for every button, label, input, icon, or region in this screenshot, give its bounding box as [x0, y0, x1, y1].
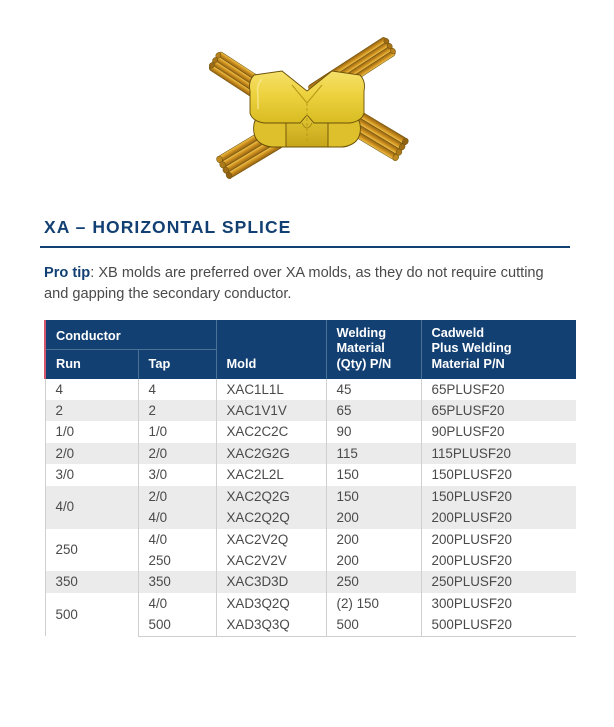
cell-tap: 1/0 — [138, 421, 216, 442]
section-heading-block — [44, 218, 574, 248]
column-header-cadweld-line-3: Material P/N — [431, 355, 505, 371]
cell-cadweld-plus: 200PLUSF20 — [431, 531, 512, 547]
cell-mold: XAC2Q2Q — [216, 507, 326, 528]
column-header-welding-material — [326, 320, 421, 379]
table-header-row-top — [45, 320, 576, 350]
pro-tip-separator: : — [90, 265, 99, 282]
cell-cadweld-plus: 300PLUSF20 — [431, 595, 512, 611]
cell-run: 500 — [45, 593, 138, 636]
cell-run: 4 — [45, 379, 138, 400]
cell-cadweld-plus: 115PLUSF20 — [421, 443, 576, 464]
cell-run: 3/0 — [45, 464, 138, 485]
table-header — [45, 320, 576, 379]
cell-mold: XAC2V2Q — [216, 529, 326, 550]
cell-tap: 4 — [138, 379, 216, 400]
cell-welding-material: 250 — [326, 571, 421, 592]
mold-body — [250, 71, 365, 147]
cell-cadweld-plus: 500PLUSF20 — [421, 614, 576, 636]
cell-mold: XAC1V1V — [216, 400, 326, 421]
table-row — [45, 400, 576, 421]
cell-run: 2 — [45, 400, 138, 421]
cell-tap: 2/0 — [138, 486, 216, 507]
cell-welding-material: 200 — [326, 507, 421, 528]
pro-tip-label: Pro tip — [44, 265, 91, 282]
column-header-tap: Tap — [138, 350, 216, 379]
table-row — [45, 443, 576, 464]
xa-horizontal-splice-icon — [182, 29, 432, 189]
cell-tap: 2/0 — [138, 443, 216, 464]
mold-selection-table — [44, 320, 576, 637]
cell-mold: XAD3Q2Q — [216, 593, 326, 614]
cell-tap: 4/0 — [138, 507, 216, 528]
cell-mold: XAC3D3D — [216, 571, 326, 592]
cell-welding-material: 115 — [326, 443, 421, 464]
column-header-mold-line-1: Mold — [226, 355, 257, 371]
table-body — [45, 379, 576, 637]
cell-run: 2/0 — [45, 443, 138, 464]
cell-welding-material: 200 — [326, 550, 421, 571]
cell-tap: 3/0 — [138, 464, 216, 485]
cell-mold: XAC2L2L — [216, 464, 326, 485]
cell-cadweld-plus: 65PLUSF20 — [421, 400, 576, 421]
cell-welding-material: 65 — [326, 400, 421, 421]
table-row — [45, 593, 576, 614]
cell-run: 1/0 — [45, 421, 138, 442]
cell-tap: 4/0 — [138, 593, 216, 614]
cell-welding-material: (2) 150 — [326, 593, 421, 614]
cell-cadweld-plus: 250PLUSF20 — [421, 571, 576, 592]
cell-welding-material: 90 — [326, 421, 421, 442]
cell-mold: XAD3Q3Q — [216, 614, 326, 636]
cell-cadweld-plus: 200PLUSF20 — [431, 553, 512, 569]
cell-tap: 250 — [138, 550, 216, 571]
cell-mold: XAC2C2C — [216, 421, 326, 442]
cell-run: 350 — [45, 571, 138, 592]
column-header-welding-line-3: (Qty) P/N — [336, 355, 392, 371]
column-header-cadweld-plus — [421, 320, 576, 379]
cell-tap: 350 — [138, 571, 216, 592]
title-divider — [40, 246, 570, 248]
cell-welding-material: 500 — [326, 614, 421, 636]
pro-tip-text: XB molds are preferred over XA molds, as they do not require cutting and gapping the secondary conductor. — [44, 265, 544, 302]
cell-welding-material: 150 — [326, 464, 421, 485]
cell-mold: XAC1L1L — [216, 379, 326, 400]
cell-cadweld-plus: 150PLUSF20 — [431, 467, 512, 483]
cell-run: 250 — [45, 529, 138, 572]
cell-tap: 500 — [138, 614, 216, 636]
cell-tap: 4/0 — [138, 529, 216, 550]
column-group-header-conductor: Conductor — [45, 320, 216, 350]
table-row — [45, 486, 576, 507]
column-header-run: Run — [45, 350, 138, 379]
cell-cadweld-plus: 200PLUSF20 — [421, 507, 576, 528]
cell-tap: 2 — [138, 400, 216, 421]
page-title: XA – HORIZONTAL SPLICE — [44, 217, 292, 237]
column-header-welding-line-1: Welding — [336, 324, 387, 340]
cell-welding-material: 200 — [326, 529, 421, 550]
table-row — [45, 421, 576, 442]
table-row — [45, 571, 576, 592]
spec-table-wrapper — [44, 320, 575, 637]
cell-cadweld-plus: 150PLUSF20 — [421, 486, 576, 507]
cell-cadweld-plus: 65PLUSF20 — [431, 381, 505, 397]
cell-mold: XAC2G2G — [216, 443, 326, 464]
cell-run: 4/0 — [45, 486, 138, 529]
cell-cadweld-plus: 90PLUSF20 — [431, 424, 505, 440]
column-header-mold — [216, 320, 326, 379]
pro-tip-note — [44, 263, 570, 304]
table-row — [45, 379, 576, 400]
column-header-welding-line-2: Material — [336, 340, 385, 356]
cell-mold: XAC2Q2G — [216, 486, 326, 507]
cell-mold: XAC2V2V — [216, 550, 326, 571]
column-header-cadweld-line-1: Cadweld — [431, 324, 485, 340]
cell-welding-material: 45 — [326, 379, 421, 400]
cell-welding-material: 150 — [326, 486, 421, 507]
splice-illustration-area — [0, 0, 614, 218]
column-header-cadweld-line-2: Plus Welding — [431, 340, 512, 356]
table-row — [45, 464, 576, 485]
table-row — [45, 529, 576, 550]
